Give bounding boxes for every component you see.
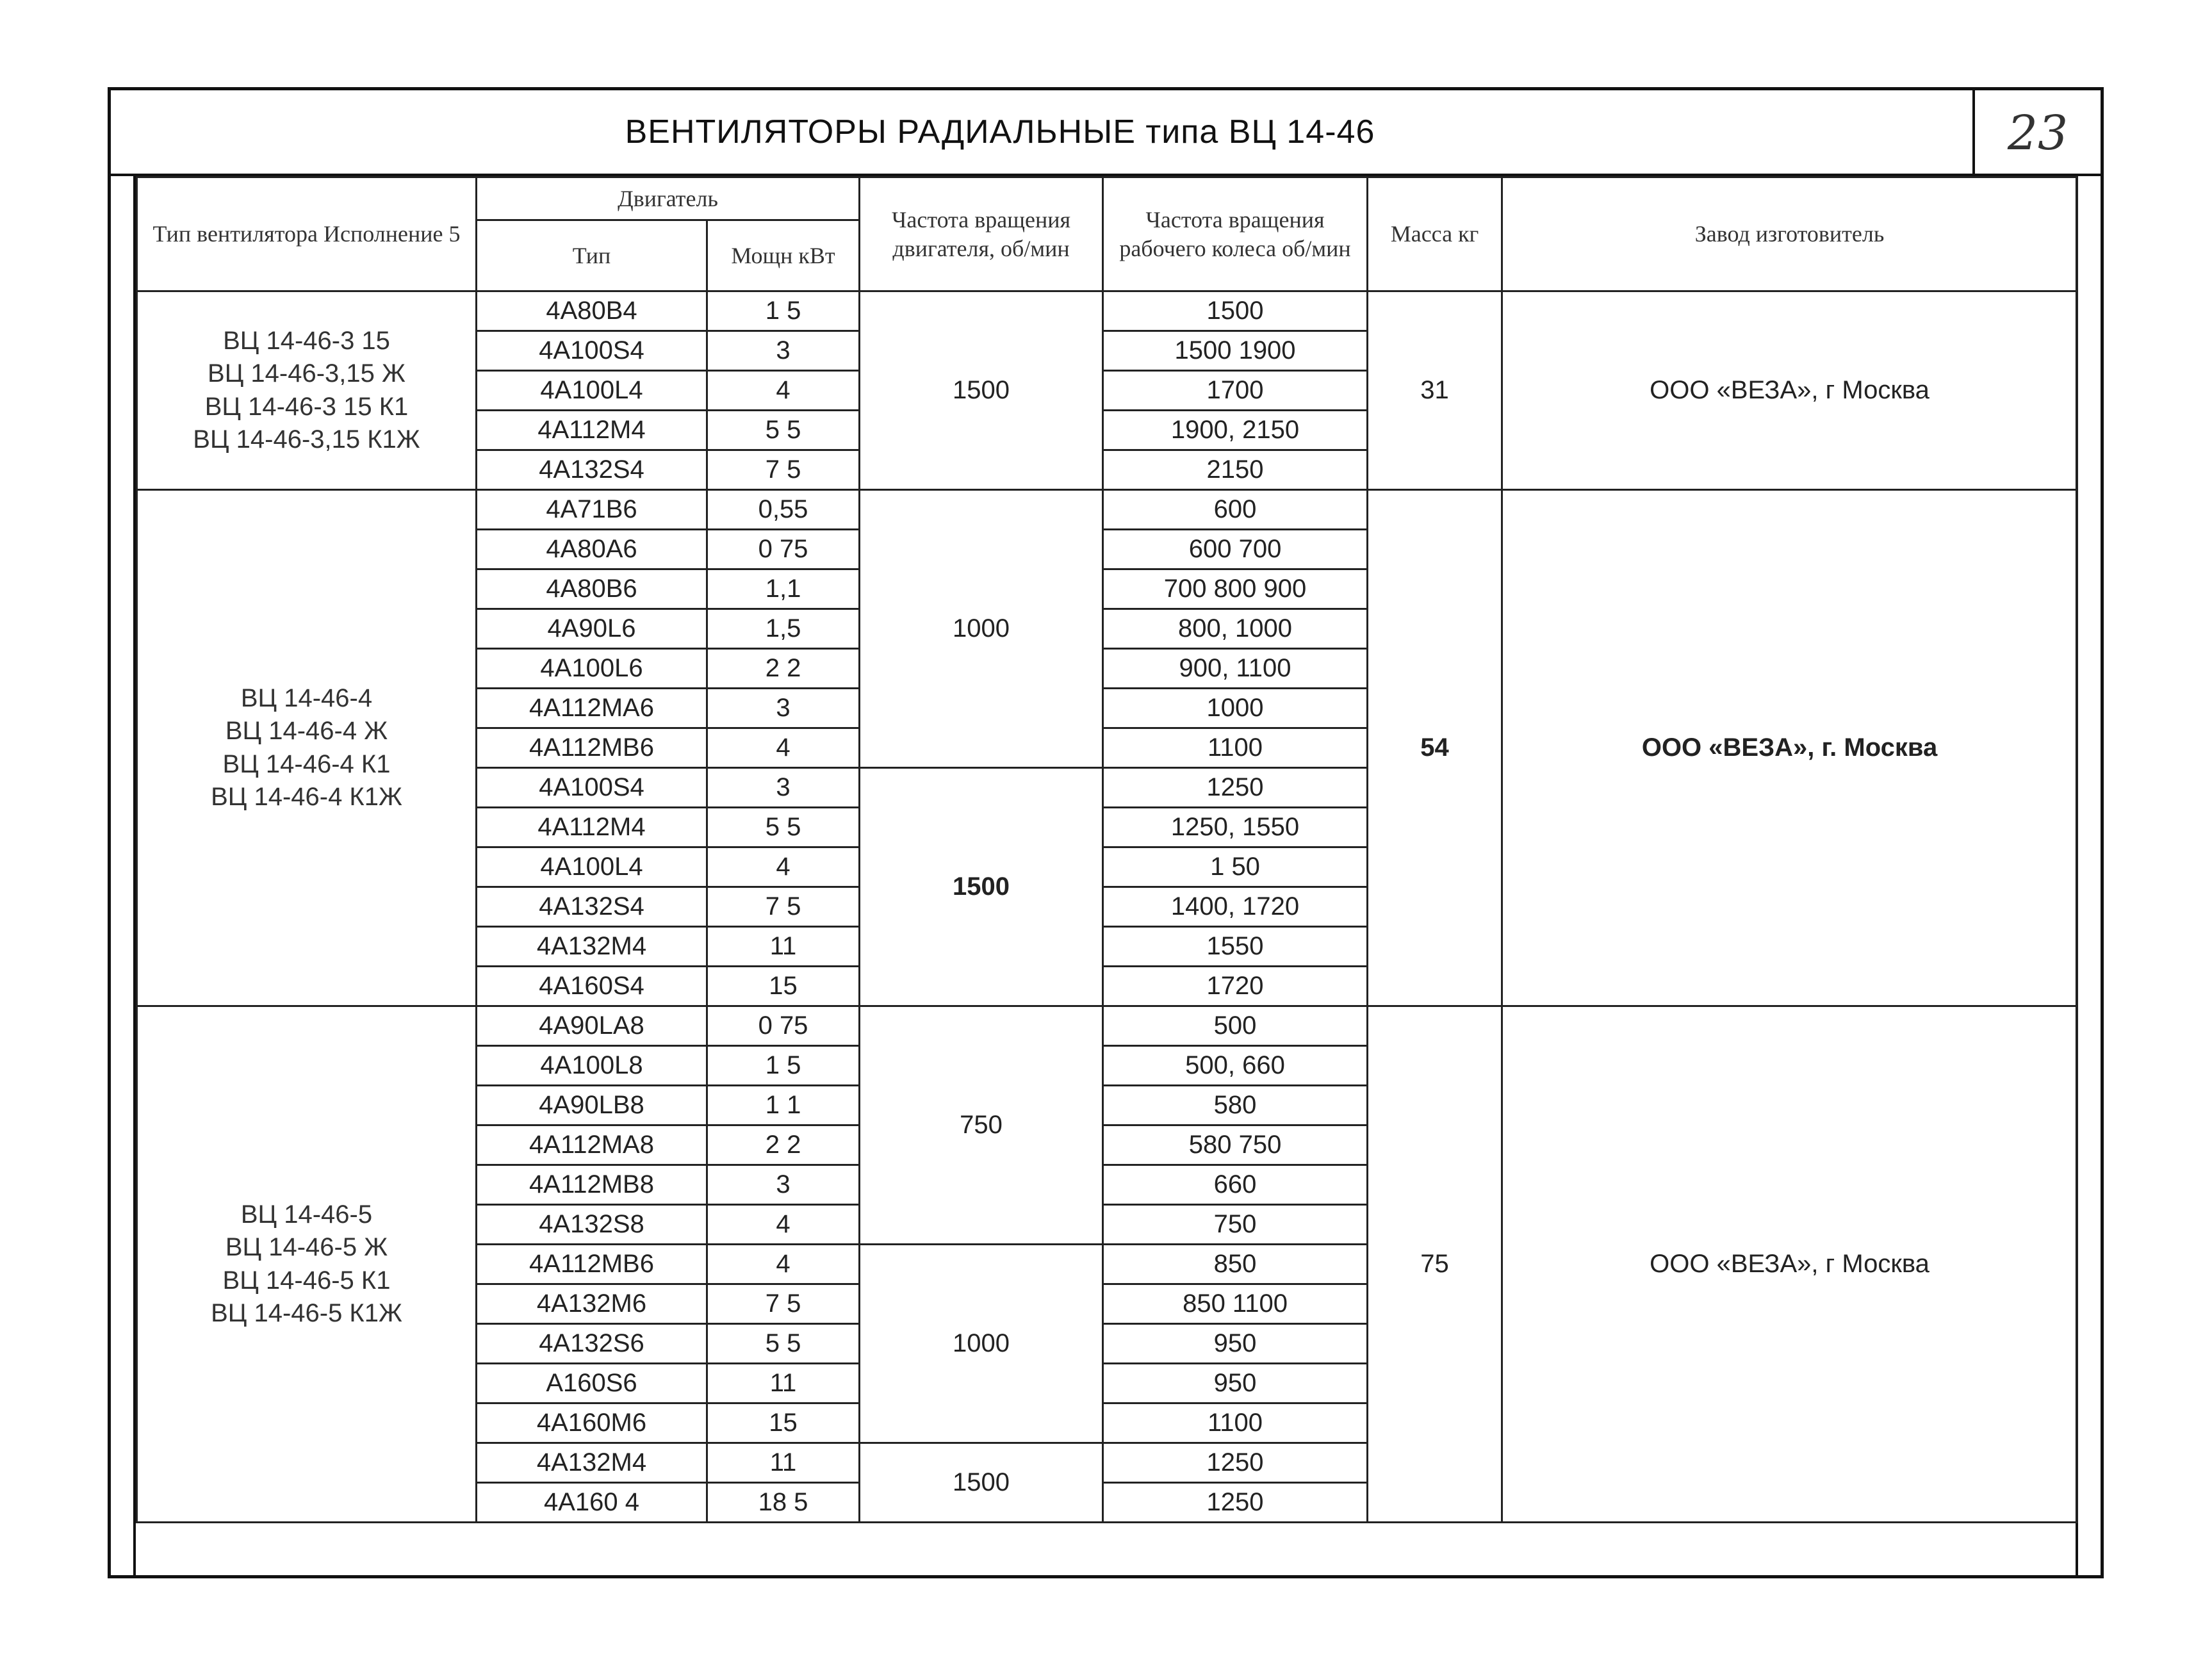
motor-speed-cell: 1500 <box>860 768 1103 1006</box>
motor-power-cell: 7 5 <box>707 450 860 490</box>
fan-models-cell <box>137 1006 477 1523</box>
wheel-speed-cell: 900, 1100 <box>1103 649 1368 689</box>
wheel-speed-cell: 1250 <box>1103 1443 1368 1483</box>
header-motor-type: Тип <box>477 220 707 291</box>
wheel-speed-cell: 500 <box>1103 1006 1368 1046</box>
wheel-speed-cell: 1550 <box>1103 927 1368 967</box>
manufacturer-cell: ООО «ВЕЗА», г Москва <box>1502 291 2077 490</box>
page-number-box <box>1972 90 2101 176</box>
manufacturer-cell: ООО «ВЕЗА», г Москва <box>1502 1006 2077 1523</box>
wheel-speed-cell: 950 <box>1103 1364 1368 1403</box>
motor-type-cell: 4А112М4 <box>477 411 707 450</box>
motor-type-cell: 4А132М4 <box>477 927 707 967</box>
motor-type-cell: 4А112МВ6 <box>477 1245 707 1284</box>
motor-type-cell: 4А80А6 <box>477 530 707 569</box>
motor-power-cell: 1 5 <box>707 1046 860 1086</box>
header-mass: Масса кг <box>1368 177 1502 291</box>
motor-type-cell: 4А132М4 <box>477 1443 707 1483</box>
document-sheet <box>108 87 2104 1578</box>
motor-type-cell: 4А100S4 <box>477 768 707 808</box>
fan-model-name: ВЦ 14-46-4 К1Ж <box>211 782 402 811</box>
motor-power-cell: 11 <box>707 927 860 967</box>
wheel-speed-cell: 700 800 900 <box>1103 569 1368 609</box>
fan-model-name: ВЦ 14-46-4 <box>240 684 373 713</box>
motor-type-cell: 4А112М4 <box>477 808 707 847</box>
motor-power-cell: 4 <box>707 1205 860 1245</box>
motor-type-cell: 4А80В6 <box>477 569 707 609</box>
motor-speed-cell: 1000 <box>860 490 1103 768</box>
wheel-speed-cell: 660 <box>1103 1165 1368 1205</box>
motor-type-cell: 4А112МА6 <box>477 689 707 728</box>
motor-power-cell: 5 5 <box>707 808 860 847</box>
motor-type-cell: 4А71В6 <box>477 490 707 530</box>
motor-power-cell: 0 75 <box>707 530 860 569</box>
motor-power-cell: 3 <box>707 768 860 808</box>
table-row <box>137 490 2077 530</box>
motor-type-cell: 4А90LВ8 <box>477 1086 707 1125</box>
wheel-speed-cell: 2150 <box>1103 450 1368 490</box>
motor-type-cell: 4А100L4 <box>477 847 707 887</box>
motor-type-cell: 4А112МА8 <box>477 1125 707 1165</box>
motor-power-cell: 1,5 <box>707 609 860 649</box>
wheel-speed-cell: 580 <box>1103 1086 1368 1125</box>
motor-power-cell: 11 <box>707 1443 860 1483</box>
wheel-speed-cell: 850 1100 <box>1103 1284 1368 1324</box>
motor-power-cell: 1 5 <box>707 291 860 331</box>
wheel-speed-cell: 1250 <box>1103 1483 1368 1523</box>
wheel-speed-cell: 1100 <box>1103 728 1368 768</box>
fan-model-name: ВЦ 14-46-5 Ж <box>225 1233 388 1262</box>
document-title: ВЕНТИЛЯТОРЫ РАДИАЛЬНЫЕ типа ВЦ 14-46 <box>625 113 1375 151</box>
motor-power-cell: 2 2 <box>707 1125 860 1165</box>
motor-type-cell: 4А100L8 <box>477 1046 707 1086</box>
wheel-speed-cell: 1 50 <box>1103 847 1368 887</box>
fan-spec-table <box>136 176 2078 1523</box>
motor-power-cell: 4 <box>707 728 860 768</box>
motor-type-cell: 4А132S4 <box>477 450 707 490</box>
header-motor-speed: Частота вращения двигателя, об/мин <box>860 177 1103 291</box>
mass-cell: 75 <box>1368 1006 1502 1523</box>
motor-power-cell: 0,55 <box>707 490 860 530</box>
page-number: 23 <box>2007 106 2069 161</box>
wheel-speed-cell: 580 750 <box>1103 1125 1368 1165</box>
wheel-speed-cell: 800, 1000 <box>1103 609 1368 649</box>
wheel-speed-cell: 1250 <box>1103 768 1368 808</box>
motor-power-cell: 7 5 <box>707 1284 860 1324</box>
motor-type-cell: 4А132М6 <box>477 1284 707 1324</box>
header-motor-power: Мощн кВт <box>707 220 860 291</box>
fan-models-cell <box>137 291 477 490</box>
fan-model-name: ВЦ 14-46-3,15 Ж <box>208 359 406 388</box>
wheel-speed-cell: 600 <box>1103 490 1368 530</box>
motor-type-cell: 4А132S6 <box>477 1324 707 1364</box>
motor-power-cell: 4 <box>707 1245 860 1284</box>
manufacturer-cell: ООО «ВЕЗА», г. Москва <box>1502 490 2077 1006</box>
motor-power-cell: 18 5 <box>707 1483 860 1523</box>
wheel-speed-cell: 1000 <box>1103 689 1368 728</box>
wheel-speed-cell: 1500 1900 <box>1103 331 1368 371</box>
wheel-speed-cell: 1400, 1720 <box>1103 887 1368 927</box>
table-frame <box>133 176 2078 1575</box>
motor-power-cell: 7 5 <box>707 887 860 927</box>
motor-power-cell: 4 <box>707 371 860 411</box>
motor-type-cell: 4А100L4 <box>477 371 707 411</box>
fan-model-name: ВЦ 14-46-5 К1 <box>222 1266 391 1295</box>
motor-power-cell: 3 <box>707 331 860 371</box>
header-maker: Завод изготовитель <box>1502 177 2077 291</box>
motor-speed-cell: 1000 <box>860 1245 1103 1443</box>
wheel-speed-cell: 1100 <box>1103 1403 1368 1443</box>
motor-power-cell: 15 <box>707 1403 860 1443</box>
wheel-speed-cell: 1500 <box>1103 291 1368 331</box>
mass-cell: 31 <box>1368 291 1502 490</box>
motor-type-cell: 4А80В4 <box>477 291 707 331</box>
motor-type-cell: 4А132S4 <box>477 887 707 927</box>
motor-speed-cell: 750 <box>860 1006 1103 1245</box>
table-row <box>137 291 2077 331</box>
wheel-speed-cell: 1720 <box>1103 967 1368 1006</box>
motor-type-cell: 4А112МВ6 <box>477 728 707 768</box>
motor-type-cell: 4А160S4 <box>477 967 707 1006</box>
fan-model-name: ВЦ 14-46-3 15 К1 <box>204 392 409 421</box>
motor-type-cell: 4А160 4 <box>477 1483 707 1523</box>
wheel-speed-cell: 1900, 2150 <box>1103 411 1368 450</box>
fan-model-name: ВЦ 14-46-4 Ж <box>225 717 388 746</box>
motor-type-cell: 4А100L6 <box>477 649 707 689</box>
fan-model-name: ВЦ 14-46-5 К1Ж <box>211 1298 402 1327</box>
fan-model-name: ВЦ 14-46-5 <box>240 1200 373 1229</box>
title-bar <box>111 90 2101 176</box>
fan-model-name: ВЦ 14-46-3 15 <box>223 327 390 356</box>
mass-cell: 54 <box>1368 490 1502 1006</box>
motor-power-cell: 1 1 <box>707 1086 860 1125</box>
motor-power-cell: 11 <box>707 1364 860 1403</box>
motor-speed-cell: 1500 <box>860 1443 1103 1523</box>
motor-power-cell: 0 75 <box>707 1006 860 1046</box>
header-wheel-speed: Частота вращения рабочего колеса об/мин <box>1103 177 1368 291</box>
wheel-speed-cell: 850 <box>1103 1245 1368 1284</box>
motor-type-cell: 4А132S8 <box>477 1205 707 1245</box>
motor-type-cell: 4А160М6 <box>477 1403 707 1443</box>
motor-power-cell: 3 <box>707 689 860 728</box>
motor-type-cell: 4А100S4 <box>477 331 707 371</box>
wheel-speed-cell: 600 700 <box>1103 530 1368 569</box>
header-motor: Двигатель <box>477 177 860 220</box>
fan-model-name: ВЦ 14-46-3,15 К1Ж <box>193 425 420 454</box>
wheel-speed-cell: 1700 <box>1103 371 1368 411</box>
motor-power-cell: 4 <box>707 847 860 887</box>
table-body <box>137 291 2077 1523</box>
motor-type-cell: 4А90L6 <box>477 609 707 649</box>
motor-power-cell: 1,1 <box>707 569 860 609</box>
motor-speed-cell: 1500 <box>860 291 1103 490</box>
motor-power-cell: 5 5 <box>707 411 860 450</box>
wheel-speed-cell: 1250, 1550 <box>1103 808 1368 847</box>
motor-power-cell: 2 2 <box>707 649 860 689</box>
motor-type-cell: 4А112МВ8 <box>477 1165 707 1205</box>
fan-models-cell <box>137 490 477 1006</box>
header-fan-type: Тип вентилятора Исполнение 5 <box>137 177 477 291</box>
motor-power-cell: 5 5 <box>707 1324 860 1364</box>
motor-type-cell: А160S6 <box>477 1364 707 1403</box>
wheel-speed-cell: 500, 660 <box>1103 1046 1368 1086</box>
fan-model-name: ВЦ 14-46-4 К1 <box>222 749 391 778</box>
motor-type-cell: 4А90LА8 <box>477 1006 707 1046</box>
wheel-speed-cell: 750 <box>1103 1205 1368 1245</box>
wheel-speed-cell: 950 <box>1103 1324 1368 1364</box>
table-row <box>137 1006 2077 1046</box>
motor-power-cell: 3 <box>707 1165 860 1205</box>
motor-power-cell: 15 <box>707 967 860 1006</box>
